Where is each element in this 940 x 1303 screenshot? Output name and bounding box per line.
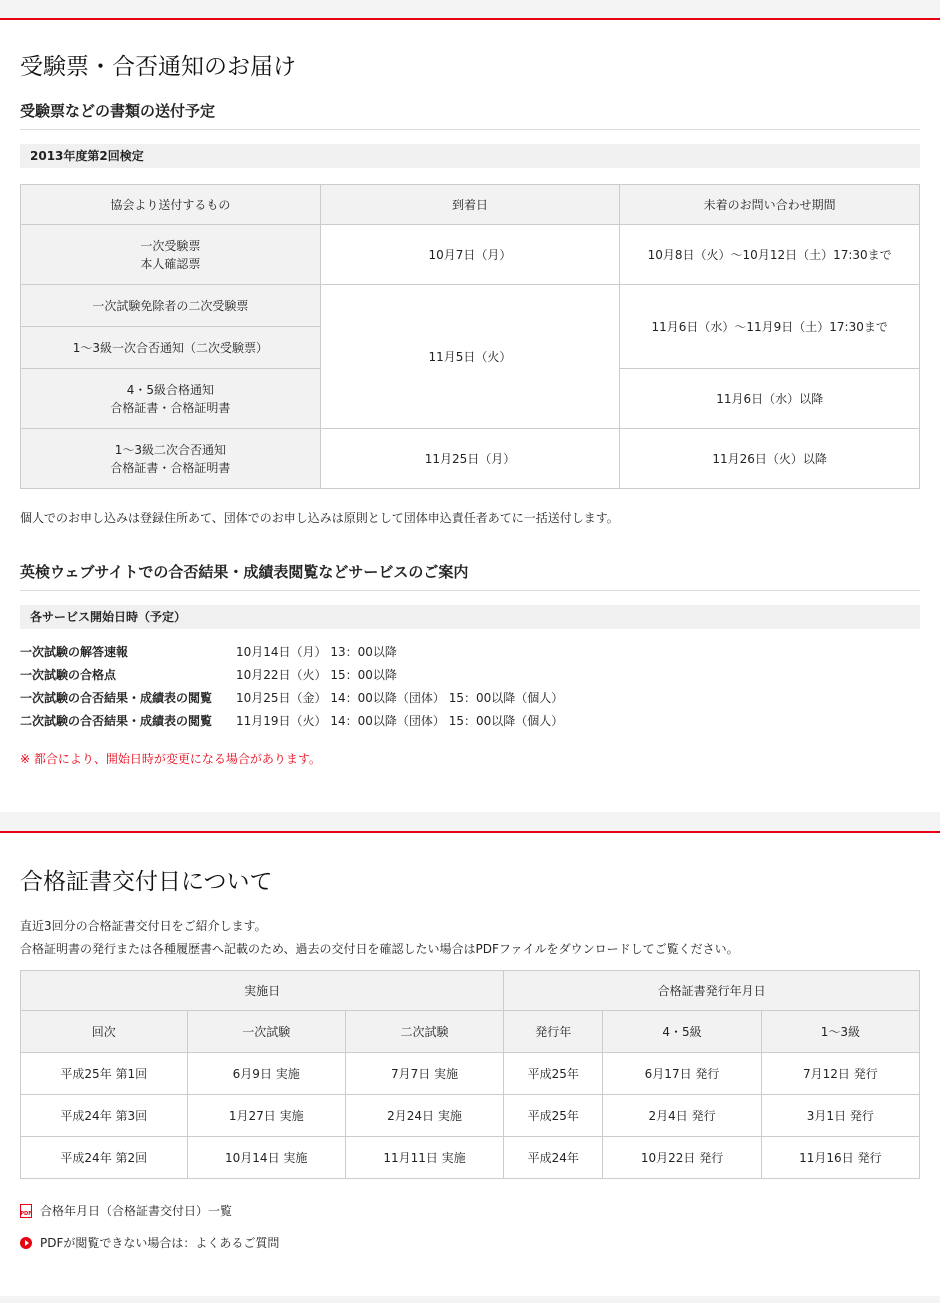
inquiry-cell: 11月26日（火）以降 <box>620 429 920 489</box>
item-cell: 一次受験票 本人確認票 <box>21 225 321 285</box>
table-cell: 6月9日 実施 <box>187 1053 345 1095</box>
group-header: 実施日 <box>21 971 504 1011</box>
table-cell: 11月11日 実施 <box>345 1137 503 1179</box>
col-header: 協会より送付するもの <box>21 185 321 225</box>
delivery-section <box>0 18 940 812</box>
table-cell: 平成25年 <box>504 1095 603 1137</box>
intro-text: 直近3回分の合格証書交付日をご紹介します。 <box>20 919 267 933</box>
table-cell: 10月14日 実施 <box>187 1137 345 1179</box>
item-cell: 1～3級一次合否通知（二次受験票） <box>21 327 321 369</box>
item-cell: 一次試験免除者の二次受験票 <box>21 285 321 327</box>
service-row: 一次試験の解答速報 10月14日（月） 13：00以降 <box>20 645 397 659</box>
section-title: 合格証書交付日について <box>20 869 273 895</box>
table-cell: 平成25年 <box>504 1053 603 1095</box>
table-cell: 7月12日 発行 <box>761 1053 919 1095</box>
service-row: 二次試験の合否結果・成績表の閲覧 11月19日（火） 14：00以降（団体） 15：00以降（個人） <box>20 714 564 728</box>
col-header: 一次試験 <box>187 1011 345 1053</box>
certificate-table <box>20 970 920 1179</box>
table-cell: 1月27日 実施 <box>187 1095 345 1137</box>
delivery-table <box>20 184 920 489</box>
arrival-cell: 11月5日（火） <box>320 285 620 429</box>
col-header: 到着日 <box>320 185 620 225</box>
table-cell: 7月7日 実施 <box>345 1053 503 1095</box>
table-cell: 2月4日 発行 <box>603 1095 761 1137</box>
services-label: 各サービス開始日時（予定） <box>20 605 920 629</box>
warning-note: ※ 都合により、開始日時が変更になる場合があります。 <box>20 752 321 766</box>
service-row: 一次試験の合否結果・成績表の閲覧 10月25日（金） 14：00以降（団体） 15：00以降（個人） <box>20 691 564 705</box>
item-cell: 1～3級二次合否通知 合格証書・合格証明書 <box>21 429 321 489</box>
pdf-link-label[interactable]: 合格年月日（合格証書交付日）一覧 <box>40 1204 233 1218</box>
arrival-cell: 11月25日（月） <box>320 429 620 489</box>
pdf-icon: PDF <box>20 1204 32 1218</box>
faq-link-label[interactable]: PDFが閲覧できない場合は：よくあるご質問 <box>40 1236 280 1250</box>
table-row <box>21 1137 920 1179</box>
exam-label: 2013年度第2回検定 <box>20 144 920 168</box>
table-cell: 平成24年 第2回 <box>21 1137 188 1179</box>
table-cell: 6月17日 発行 <box>603 1053 761 1095</box>
group-header: 合格証書発行年月日 <box>504 971 920 1011</box>
inquiry-cell: 11月6日（水）以降 <box>620 369 920 429</box>
service-row: 一次試験の合格点 10月22日（火） 15：00以降 <box>20 668 397 682</box>
table-cell: 平成25年 第1回 <box>21 1053 188 1095</box>
table-cell: 10月22日 発行 <box>603 1137 761 1179</box>
col-header: 4・5級 <box>603 1011 761 1053</box>
section-heading: 英検ウェブサイトでの合否結果・成績表閲覧などサービスのご案内 <box>20 561 920 591</box>
delivery-note: 個人でのお申し込みは登録住所あて、団体でのお申し込みは原則として団体申込責任者あてに一括送付します。 <box>20 511 619 525</box>
col-header: 1～3級 <box>761 1011 919 1053</box>
page-title: 受験票・合否通知のお届け <box>20 54 296 80</box>
faq-link[interactable] <box>20 1234 279 1251</box>
pdf-link[interactable] <box>20 1202 232 1219</box>
inquiry-cell: 11月6日（水）～11月9日（土）17:30まで <box>620 285 920 369</box>
table-row <box>21 1053 920 1095</box>
col-header: 発行年 <box>504 1011 603 1053</box>
col-header: 回次 <box>21 1011 188 1053</box>
arrival-cell: 10月7日（月） <box>320 225 620 285</box>
table-cell: 平成24年 <box>504 1137 603 1179</box>
col-header: 二次試験 <box>345 1011 503 1053</box>
table-row <box>21 1095 920 1137</box>
table-cell: 平成24年 第3回 <box>21 1095 188 1137</box>
section-heading: 受験票などの書類の送付予定 <box>20 100 920 130</box>
intro-text: 合格証明書の発行または各種履歴書へ記載のため、過去の交付日を確認したい場合はPDFファイルをダウンロードしてご覧ください。 <box>20 942 739 956</box>
certificate-section <box>0 831 940 1296</box>
item-cell: 4・5級合格通知 合格証書・合格証明書 <box>21 369 321 429</box>
inquiry-cell: 10月8日（火）～10月12日（土）17:30まで <box>620 225 920 285</box>
table-cell: 2月24日 実施 <box>345 1095 503 1137</box>
table-cell: 3月1日 発行 <box>761 1095 919 1137</box>
col-header: 未着のお問い合わせ期間 <box>620 185 920 225</box>
table-cell: 11月16日 発行 <box>761 1137 919 1179</box>
play-icon <box>20 1237 32 1249</box>
